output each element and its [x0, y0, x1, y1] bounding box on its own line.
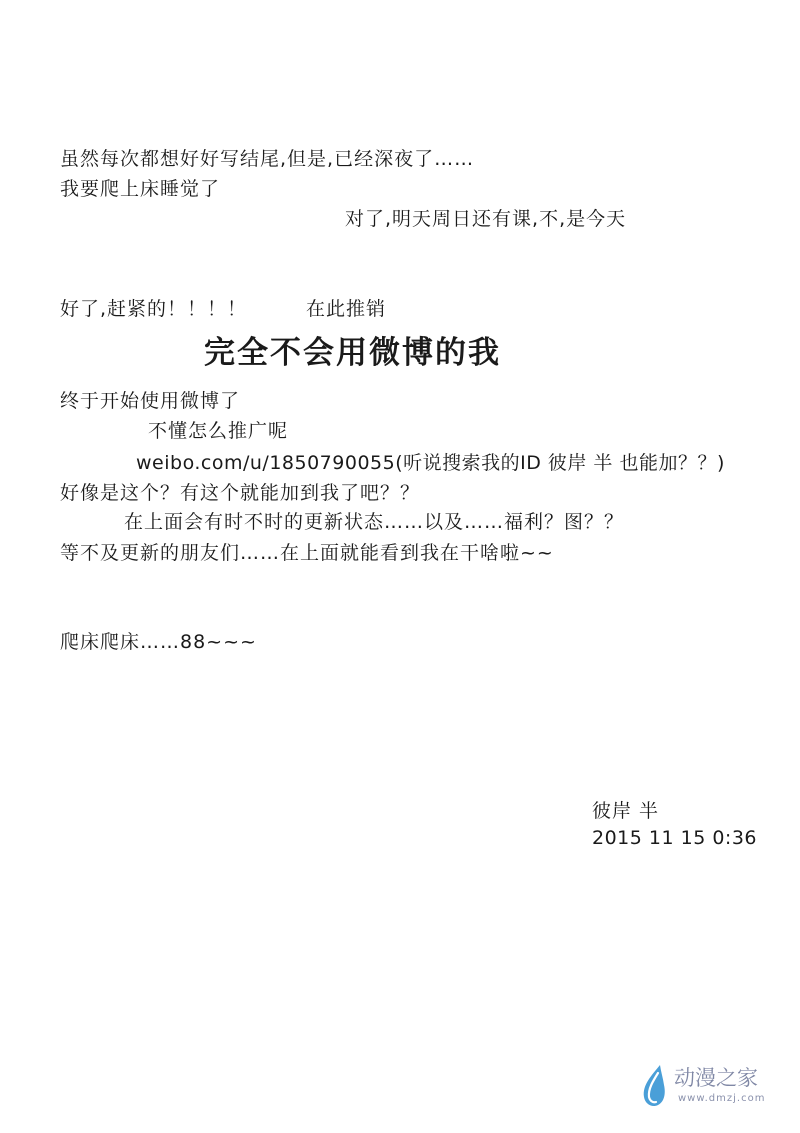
page-title: 完全不会用微博的我 [204, 335, 501, 371]
text-line-2: 我要爬上床睡觉了 [60, 178, 221, 200]
drop-leaf-icon [638, 1063, 672, 1109]
text-line-3: 对了,明天周日还有课,不,是今天 [345, 208, 627, 230]
text-line-8: 好像是这个？有这个就能加到我了吧？？ [60, 482, 421, 504]
text-line-7: weibo.com/u/1850790055(听说搜索我的ID 彼岸 半 也能加？？) [136, 452, 725, 474]
watermark-url: www.dmzj.com [678, 1093, 766, 1104]
text-line-11: 爬床爬床……88~~~ [60, 631, 257, 653]
text-line-6: 不懂怎么推广呢 [148, 420, 289, 442]
signature-name: 彼岸 半 [592, 800, 660, 822]
text-line-4b: 在此推销 [306, 298, 387, 320]
watermark [638, 1061, 788, 1111]
text-line-1: 虽然每次都想好好写结尾,但是,已经深夜了…… [60, 148, 475, 170]
text-line-4a: 好了,赶紧的！！！！ [60, 298, 248, 320]
signature-date: 2015 11 15 0:36 [592, 827, 757, 849]
text-line-5: 终于开始使用微博了 [60, 390, 241, 412]
text-line-10: 等不及更新的朋友们……在上面就能看到我在干啥啦~~ [60, 542, 554, 564]
text-line-9: 在上面会有时不时的更新状态……以及……福利？图？？ [124, 511, 625, 533]
watermark-name: 动漫之家 [674, 1066, 758, 1090]
